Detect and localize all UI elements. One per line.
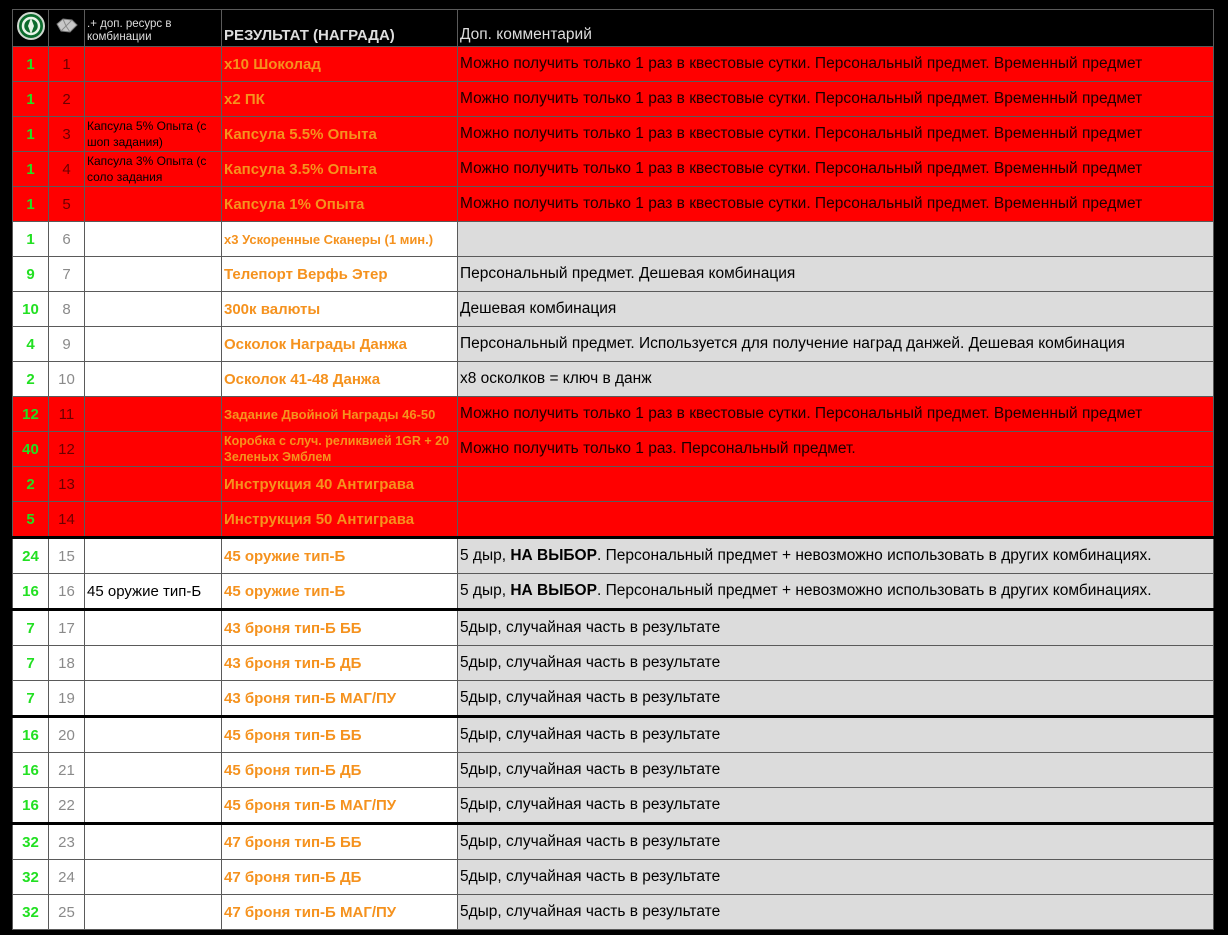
row-qty: 32: [13, 860, 49, 895]
row-number: 10: [49, 362, 85, 397]
comment-text: . Персональный предмет + невозможно использовать в других комбинациях.: [596, 547, 1152, 564]
row-comment: 5дыр, случайная часть в результате: [458, 860, 1214, 895]
row-extra-resource: [85, 397, 222, 432]
row-number: 12: [49, 432, 85, 467]
row-extra-resource: [85, 717, 222, 753]
row-result: 45 оружие тип-Б: [222, 574, 458, 610]
row-extra-resource: [85, 860, 222, 895]
row-number: 11: [49, 397, 85, 432]
row-comment: Можно получить только 1 раз в квестовые сутки. Персональный предмет. Временный предмет: [458, 187, 1214, 222]
row-comment: [458, 502, 1214, 538]
row-comment: Персональный предмет. Дешевая комбинация: [458, 257, 1214, 292]
row-comment: 5дыр, случайная часть в результате: [458, 788, 1214, 824]
row-comment: Можно получить только 1 раз в квестовые сутки. Персональный предмет. Временный предмет: [458, 117, 1214, 152]
row-extra-resource: Капсула 5% Опыта (с шоп задания): [85, 117, 222, 152]
row-result: x10 Шоколад: [222, 47, 458, 82]
comment-text: . Персональный предмет + невозможно использовать в других комбинациях.: [596, 582, 1152, 599]
row-number: 2: [49, 82, 85, 117]
table-row: [13, 610, 1214, 646]
row-result: Коробка с случ. реликвией 1GR + 20 Зеленых Эмблем: [222, 432, 458, 467]
row-comment: Дешевая комбинация: [458, 292, 1214, 327]
row-number: 22: [49, 788, 85, 824]
row-number: 3: [49, 117, 85, 152]
row-extra-resource: [85, 187, 222, 222]
row-qty: 32: [13, 824, 49, 860]
comment-bold-text: НА ВЫБОР: [510, 547, 597, 564]
row-number: 25: [49, 895, 85, 930]
row-result: 45 броня тип-Б ББ: [222, 717, 458, 753]
row-comment: [458, 574, 1214, 610]
row-extra-resource: [85, 362, 222, 397]
row-number: 13: [49, 467, 85, 502]
row-extra-resource: 45 оружие тип-Б: [85, 574, 222, 610]
row-number: 19: [49, 681, 85, 717]
row-qty: 7: [13, 681, 49, 717]
row-number: 17: [49, 610, 85, 646]
row-number: 21: [49, 753, 85, 788]
table-row: [13, 467, 1214, 502]
table-row: [13, 753, 1214, 788]
row-number: 18: [49, 646, 85, 681]
table-row: [13, 860, 1214, 895]
table-row: [13, 257, 1214, 292]
row-qty: 1: [13, 82, 49, 117]
row-result: 300к валюты: [222, 292, 458, 327]
table-row: [13, 574, 1214, 610]
table-row: [13, 646, 1214, 681]
table-row: [13, 895, 1214, 930]
emblem-icon: [16, 11, 46, 41]
row-qty: 1: [13, 47, 49, 82]
row-number: 24: [49, 860, 85, 895]
table-row: [13, 432, 1214, 467]
row-number: 7: [49, 257, 85, 292]
table-row: [13, 502, 1214, 538]
row-result: Телепорт Верфь Этер: [222, 257, 458, 292]
combination-table: [12, 9, 1214, 930]
row-comment: Можно получить только 1 раз. Персональный предмет.: [458, 432, 1214, 467]
row-qty: 9: [13, 257, 49, 292]
crystal-icon: [54, 16, 80, 36]
row-number: 23: [49, 824, 85, 860]
header-qty-cell: [13, 10, 49, 47]
row-extra-resource: [85, 753, 222, 788]
row-comment: Можно получить только 1 раз в квестовые сутки. Персональный предмет. Временный предмет: [458, 152, 1214, 187]
row-comment: 5дыр, случайная часть в результате: [458, 610, 1214, 646]
row-extra-resource: [85, 895, 222, 930]
row-extra-resource: [85, 788, 222, 824]
table-row: [13, 824, 1214, 860]
table-row: [13, 47, 1214, 82]
comment-bold-text: НА ВЫБОР: [510, 582, 597, 599]
row-qty: 16: [13, 574, 49, 610]
row-result: 45 оружие тип-Б: [222, 538, 458, 574]
row-result: x3 Ускоренные Сканеры (1 мин.): [222, 222, 458, 257]
row-qty: 2: [13, 467, 49, 502]
header-extra: .+ доп. ресурс в комбинации: [85, 10, 222, 47]
row-qty: 40: [13, 432, 49, 467]
row-comment: [458, 467, 1214, 502]
row-result: Капсула 5.5% Опыта: [222, 117, 458, 152]
table-row: [13, 538, 1214, 574]
row-comment: Можно получить только 1 раз в квестовые сутки. Персональный предмет. Временный предмет: [458, 82, 1214, 117]
row-comment: Можно получить только 1 раз в квестовые сутки. Персональный предмет. Временный предмет: [458, 397, 1214, 432]
row-extra-resource: [85, 222, 222, 257]
row-qty: 10: [13, 292, 49, 327]
row-result: 45 броня тип-Б МАГ/ПУ: [222, 788, 458, 824]
row-result: Инструкция 40 Антиграва: [222, 467, 458, 502]
row-extra-resource: [85, 681, 222, 717]
row-extra-resource: [85, 646, 222, 681]
row-comment: [458, 538, 1214, 574]
row-number: 15: [49, 538, 85, 574]
row-comment: [458, 222, 1214, 257]
row-result: 43 броня тип-Б ББ: [222, 610, 458, 646]
row-comment: 5дыр, случайная часть в результате: [458, 753, 1214, 788]
row-extra-resource: [85, 538, 222, 574]
table-row: [13, 788, 1214, 824]
row-qty: 12: [13, 397, 49, 432]
row-extra-resource: [85, 257, 222, 292]
row-comment: 5дыр, случайная часть в результате: [458, 646, 1214, 681]
row-result: 47 броня тип-Б ДБ: [222, 860, 458, 895]
row-number: 20: [49, 717, 85, 753]
row-result: Задание Двойной Награды 46-50: [222, 397, 458, 432]
row-extra-resource: [85, 610, 222, 646]
table-row: [13, 717, 1214, 753]
table-row: [13, 292, 1214, 327]
row-comment: x8 осколков = ключ в данж: [458, 362, 1214, 397]
row-qty: 24: [13, 538, 49, 574]
row-qty: 16: [13, 717, 49, 753]
row-result: Инструкция 50 Антиграва: [222, 502, 458, 538]
row-qty: 1: [13, 117, 49, 152]
header-result: РЕЗУЛЬТАТ (НАГРАДА): [222, 10, 458, 47]
row-number: 9: [49, 327, 85, 362]
row-extra-resource: [85, 82, 222, 117]
table-row: [13, 222, 1214, 257]
row-number: 6: [49, 222, 85, 257]
row-result: 43 броня тип-Б МАГ/ПУ: [222, 681, 458, 717]
row-qty: 5: [13, 502, 49, 538]
table-row: [13, 117, 1214, 152]
row-extra-resource: [85, 502, 222, 538]
row-qty: 1: [13, 222, 49, 257]
row-comment: Персональный предмет. Используется для получение наград данжей. Дешевая комбинация: [458, 327, 1214, 362]
comment-text: 5 дыр,: [460, 582, 511, 599]
row-result: Капсула 3.5% Опыта: [222, 152, 458, 187]
table-row: [13, 82, 1214, 117]
row-number: 5: [49, 187, 85, 222]
row-number: 16: [49, 574, 85, 610]
row-extra-resource: Капсула 3% Опыта (с соло задания: [85, 152, 222, 187]
row-comment: 5дыр, случайная часть в результате: [458, 681, 1214, 717]
row-extra-resource: [85, 432, 222, 467]
row-result: Капсула 1% Опыта: [222, 187, 458, 222]
row-comment: 5дыр, случайная часть в результате: [458, 824, 1214, 860]
row-result: 47 броня тип-Б МАГ/ПУ: [222, 895, 458, 930]
row-qty: 2: [13, 362, 49, 397]
row-result: 43 броня тип-Б ДБ: [222, 646, 458, 681]
row-extra-resource: [85, 327, 222, 362]
header-row: [13, 10, 1214, 47]
header-num-cell: [49, 10, 85, 47]
row-comment: Можно получить только 1 раз в квестовые сутки. Персональный предмет. Временный предмет: [458, 47, 1214, 82]
table-row: [13, 681, 1214, 717]
row-qty: 7: [13, 646, 49, 681]
row-comment: 5дыр, случайная часть в результате: [458, 717, 1214, 753]
row-number: 1: [49, 47, 85, 82]
row-qty: 16: [13, 788, 49, 824]
row-extra-resource: [85, 47, 222, 82]
table-row: [13, 152, 1214, 187]
row-qty: 16: [13, 753, 49, 788]
row-number: 4: [49, 152, 85, 187]
row-result: 47 броня тип-Б ББ: [222, 824, 458, 860]
table-row: [13, 187, 1214, 222]
table-row: [13, 362, 1214, 397]
row-number: 8: [49, 292, 85, 327]
row-result: 45 броня тип-Б ДБ: [222, 753, 458, 788]
comment-text: 5 дыр,: [460, 547, 511, 564]
row-extra-resource: [85, 467, 222, 502]
row-result: Осколок 41-48 Данжа: [222, 362, 458, 397]
row-qty: 32: [13, 895, 49, 930]
row-comment: 5дыр, случайная часть в результате: [458, 895, 1214, 930]
row-extra-resource: [85, 292, 222, 327]
row-number: 14: [49, 502, 85, 538]
row-qty: 4: [13, 327, 49, 362]
row-qty: 7: [13, 610, 49, 646]
table-row: [13, 327, 1214, 362]
row-qty: 1: [13, 152, 49, 187]
row-qty: 1: [13, 187, 49, 222]
row-extra-resource: [85, 824, 222, 860]
table-row: [13, 397, 1214, 432]
header-comment: Доп. комментарий: [458, 10, 1214, 47]
row-result: Осколок Награды Данжа: [222, 327, 458, 362]
row-result: x2 ПК: [222, 82, 458, 117]
